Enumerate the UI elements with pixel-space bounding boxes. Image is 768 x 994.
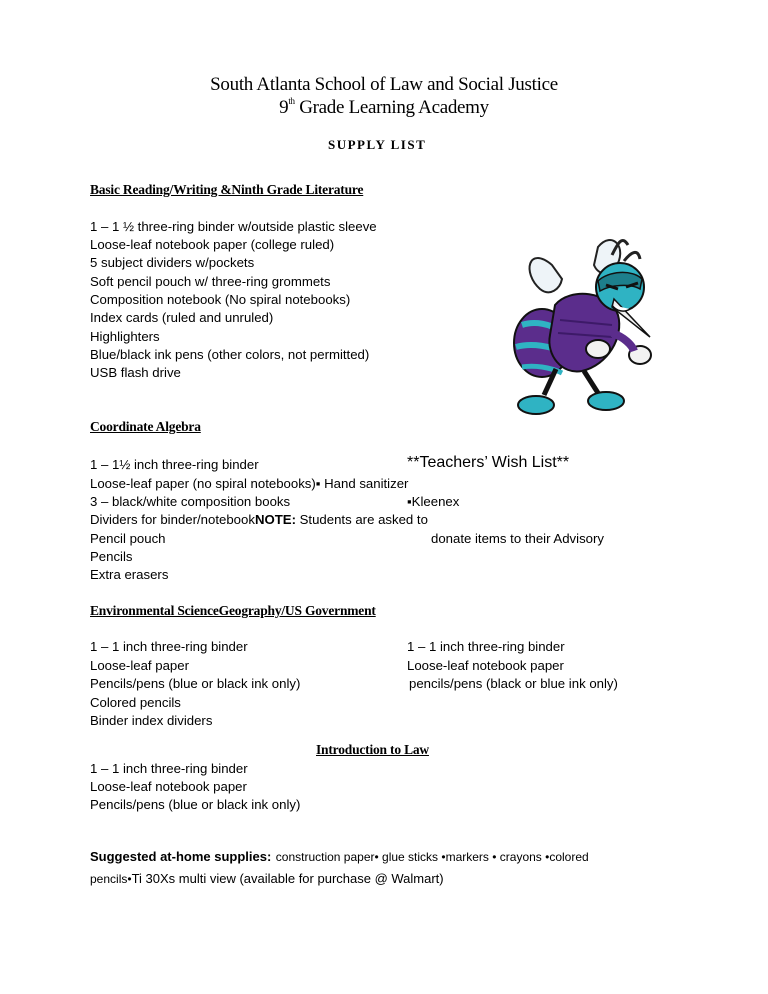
reading-heading: Basic Reading/Writing &Ninth Grade Literature <box>90 182 364 197</box>
list-item: Blue/black ink pens (other colors, not permitted) <box>90 347 370 362</box>
law-heading: Introduction to Law <box>316 742 429 757</box>
school-title: South Atlanta School of Law and Social Justice <box>210 74 558 95</box>
list-item: USB flash drive <box>90 365 181 380</box>
list-item: Pencils/pens (blue or black ink only) <box>90 676 301 691</box>
list-item: pencils/pens (black or blue ink only) <box>409 676 618 691</box>
home-supplies-label: Suggested at-home supplies: <box>90 849 272 864</box>
list-item: Loose-leaf notebook paper <box>407 658 564 673</box>
list-item: Index cards (ruled and unruled) <box>90 310 274 325</box>
list-item: Loose-leaf paper <box>90 658 189 673</box>
list-item: Pencils/pens (blue or black ink only) <box>90 797 301 812</box>
list-item: Extra erasers <box>90 567 169 582</box>
note-text: donate items to their Advisory <box>431 531 604 546</box>
note-text: Students are asked to <box>295 512 428 527</box>
list-item: Loose-leaf notebook paper (college ruled) <box>90 237 335 252</box>
list-item: Colored pencils <box>90 695 181 710</box>
list-item: Highlighters <box>90 329 160 344</box>
list-item: Binder index dividers <box>90 713 213 728</box>
list-item: Pencils <box>90 549 133 564</box>
list-item: 5 subject dividers w/pockets <box>90 255 255 270</box>
supply-list-title: SUPPLY LIST <box>328 137 427 152</box>
list-item: 1 – 1 inch three-ring binder <box>407 639 565 654</box>
wishlist-title: **Teachers’ Wish List** <box>407 454 570 471</box>
list-item: Composition notebook (No spiral notebooks) <box>90 292 351 307</box>
list-item: 3 – black/white composition books <box>90 494 291 509</box>
wishlist-item: ▪ Hand sanitizer <box>315 476 409 491</box>
algebra-heading: Coordinate Algebra <box>90 419 201 434</box>
list-item: 1 – 1 ½ three-ring binder w/outside plastic sleeve <box>90 219 377 234</box>
science-heading: Environmental ScienceGeography/US Government <box>90 603 376 618</box>
list-item: Loose-leaf notebook paper <box>90 779 247 794</box>
home-supplies-line: pencils•Ti 30Xs multi view (available for purchase @ Walmart) <box>90 871 444 886</box>
list-item: 1 – 1 inch three-ring binder <box>90 639 248 654</box>
list-item: Soft pencil pouch w/ three-ring grommets <box>90 274 331 289</box>
list-item: 1 – 1½ inch three-ring binder <box>90 457 259 472</box>
list-item: Dividers for binder/notebookNOTE: Students are asked to <box>90 512 428 527</box>
list-item: Loose-leaf paper (no spiral notebooks)▪ Hand sanitizer <box>90 476 409 491</box>
home-supplies-line: Suggested at-home supplies: construction paper• glue sticks •markers • crayons •colored <box>90 849 589 864</box>
hornet-mascot-icon <box>500 225 665 420</box>
note-label: NOTE: <box>254 512 296 527</box>
list-item: 1 – 1 inch three-ring binder <box>90 761 248 776</box>
wishlist-item: ▪Kleenex <box>407 494 460 509</box>
academy-title: 9th Grade Learning Academy <box>279 96 489 118</box>
list-item: Pencil pouch <box>90 531 166 546</box>
